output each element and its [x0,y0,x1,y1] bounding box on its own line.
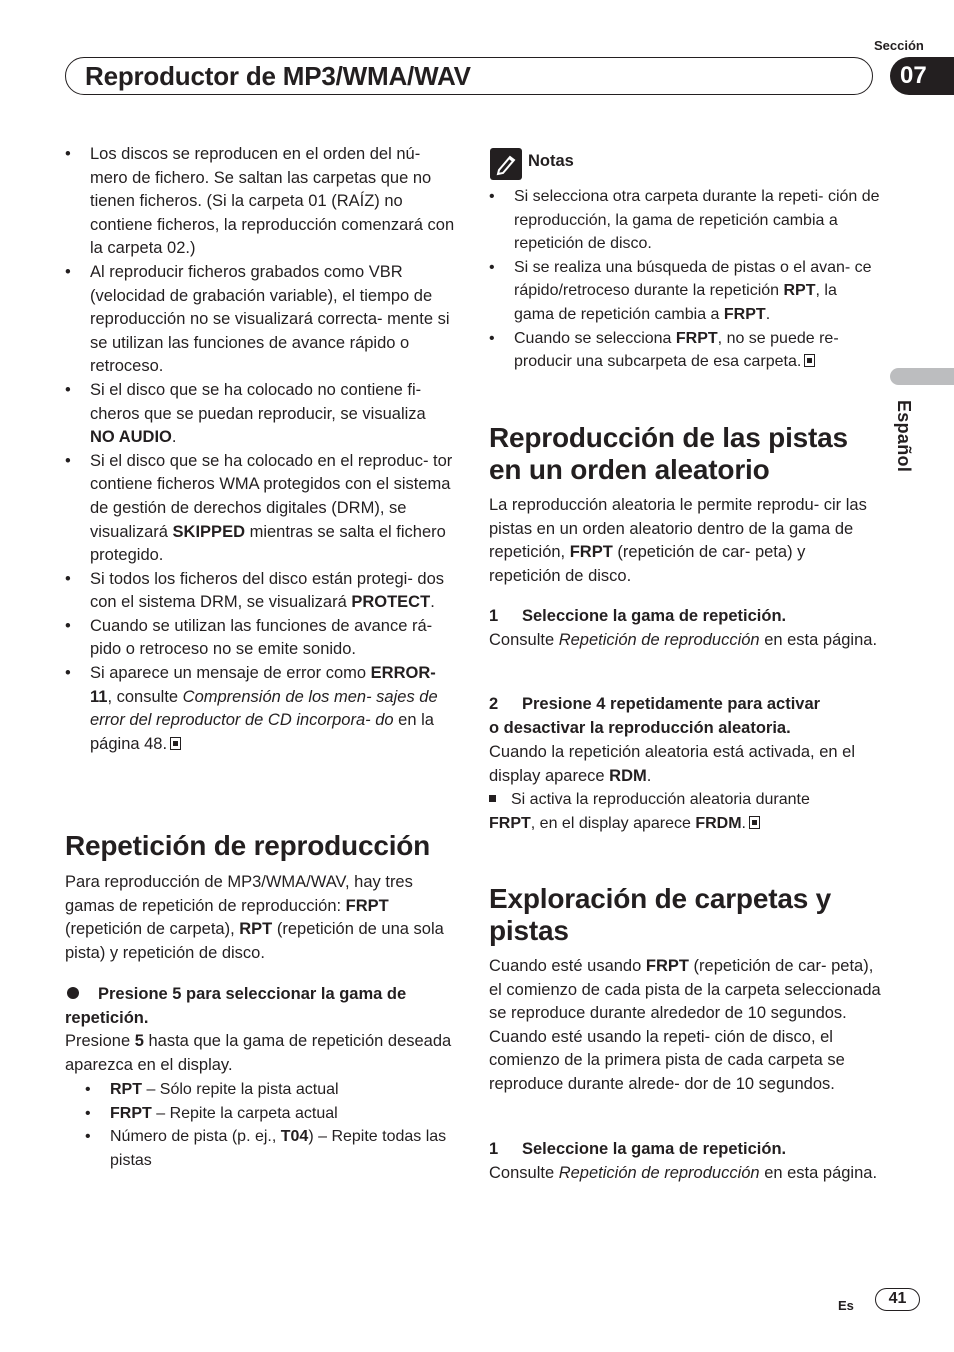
notes-list [489,185,881,374]
section-number-badge: 07 [890,57,954,95]
heading-folder-scan: Exploración de carpetas y pistas [489,883,832,946]
list-item: • Cuando se selecciona FRPT, no se puede re- producir una subcarpeta de esa carpeta. [489,327,881,374]
list-item: • Si el disco que se ha colocado no contiene fi- cheros que se puedan reproducir, se visualiza NO AUDIO. [65,379,455,450]
list-item: • Al reproducir ficheros grabados como VBR (velocidad de grabación variable), el tiempo de reproducción no se visualizará correcta- mente si se utilizan las funciones de avance rápido o retroceso. [65,261,455,379]
list-item: • Si aparece un mensaje de error como ERROR-11, consulte Comprensión de los men- sajes de error del reproductor de CD incorpora- do en la página 48. [65,662,455,756]
list-item: • Número de pista (p. ej., T04) – Repite todas las pistas [82,1125,457,1172]
intro-bullet-list [65,143,455,756]
list-item: • RPT – Sólo repite la pista actual [82,1078,457,1102]
end-mark-icon [170,737,181,750]
repeat-intro: Para reproducción de MP3/WMA/WAV, hay tres gamas de repetición de reproducción: FRPT (repetición de carpeta), RPT (repetición de una sola pista) y repetición de disco. [65,873,444,962]
page-number: 41 [875,1288,920,1311]
footer-language-code: Es [838,1298,854,1313]
step-dot-icon [67,987,79,999]
random-step-1-body: Consulte Repetición de reproducción en esta página. [489,631,878,649]
repeat-options-list [82,1078,457,1172]
list-item: • Si se realiza una búsqueda de pistas o el avan- ce rápido/retroceso durante la repetición RPT, la gama de repetición cambia a FRPT. [489,256,881,327]
language-label: Español [894,400,914,473]
list-item: • Los discos se reproducen en el orden del nú- mero de fichero. Se saltan las carpetas que no tienen ficheros. (Si la carpeta 01 (RAÍZ) no contiene ficheros, la reproducción comenzará con la carpeta 02.) [65,143,455,261]
random-step-1: 1 Seleccione la gama de repetición. [489,607,787,625]
scan-step-1-body: Consulte Repetición de reproducción en esta página. [489,1164,878,1182]
note-pencil-icon [490,148,522,180]
random-step-2-body: Cuando la repetición aleatoria está activada, en el display aparece RDM. [489,743,855,785]
heading-repeat-play: Repetición de reproducción [65,830,431,861]
repeat-step: Presione 5 para seleccionar la gama de repetición. [65,985,407,1027]
random-step-2: 2 Presione 4 repetidamente para activar o desactivar la reproducción aleatoria. [489,695,821,737]
notes-title: Notas [528,152,574,170]
end-mark-icon [804,354,815,367]
chapter-title: Reproductor de MP3/WMA/WAV [85,61,471,91]
heading-random-play: Reproducción de las pistas en un orden aleatorio [489,422,848,485]
section-label: Sección [874,38,924,53]
scan-intro: Cuando esté usando FRPT (repetición de car- peta), el comienzo de cada pista de la carpeta seleccionada se reproduce durante alrededor de 10 segundos. Cuando esté usando la repeti- ción de disco, el comienzo de la primera pista de cada carpeta se reproduce durante alrede- dor de 10 segundos. [489,957,881,1093]
list-item: • Si todos los ficheros del disco están protegi- dos con el sistema DRM, se visualizará PROTECT. [65,568,455,615]
random-intro: La reproducción aleatoria le permite reprodu- cir las pistas en un orden aleatorio dentro de la gama de repetición, FRPT (repetición de car- peta) y repetición de disco. [489,496,867,585]
list-item: • Cuando se utilizan las funciones de avance rá- pido o retroceso no se emite sonido. [65,615,455,662]
scan-step-1: 1 Seleccione la gama de repetición. [489,1140,787,1158]
cross-reference-link[interactable]: Comprensión de los men- sajes de error del reproductor de CD incorpora- do [90,687,438,730]
random-step-2-note: Si activa la reproducción aleatoria durante FRPT, en el display aparece FRDM. [489,791,810,832]
square-bullet-icon [489,795,496,802]
list-item: • Si el disco que se ha colocado en el reproduc- tor contiene ficheros WMA protegidos con el sistema de gestión de derechos digitales (DRM), se visualizará SKIPPED mientras se salta el fichero protegido. [65,450,455,568]
cross-reference-link[interactable]: Repetición de reproducción [558,1164,760,1182]
list-item: • Si selecciona otra carpeta durante la repeti- ción de reproducción, la gama de repetición cambia a repetición de disco. [489,185,881,256]
repeat-step-body: Presione 5 hasta que la gama de repetición deseada aparezca en el display. [65,1032,452,1074]
language-tab [890,368,954,385]
list-item: • FRPT – Repite la carpeta actual [82,1102,457,1126]
cross-reference-link[interactable]: Repetición de reproducción [558,631,760,649]
end-mark-icon [749,816,760,829]
